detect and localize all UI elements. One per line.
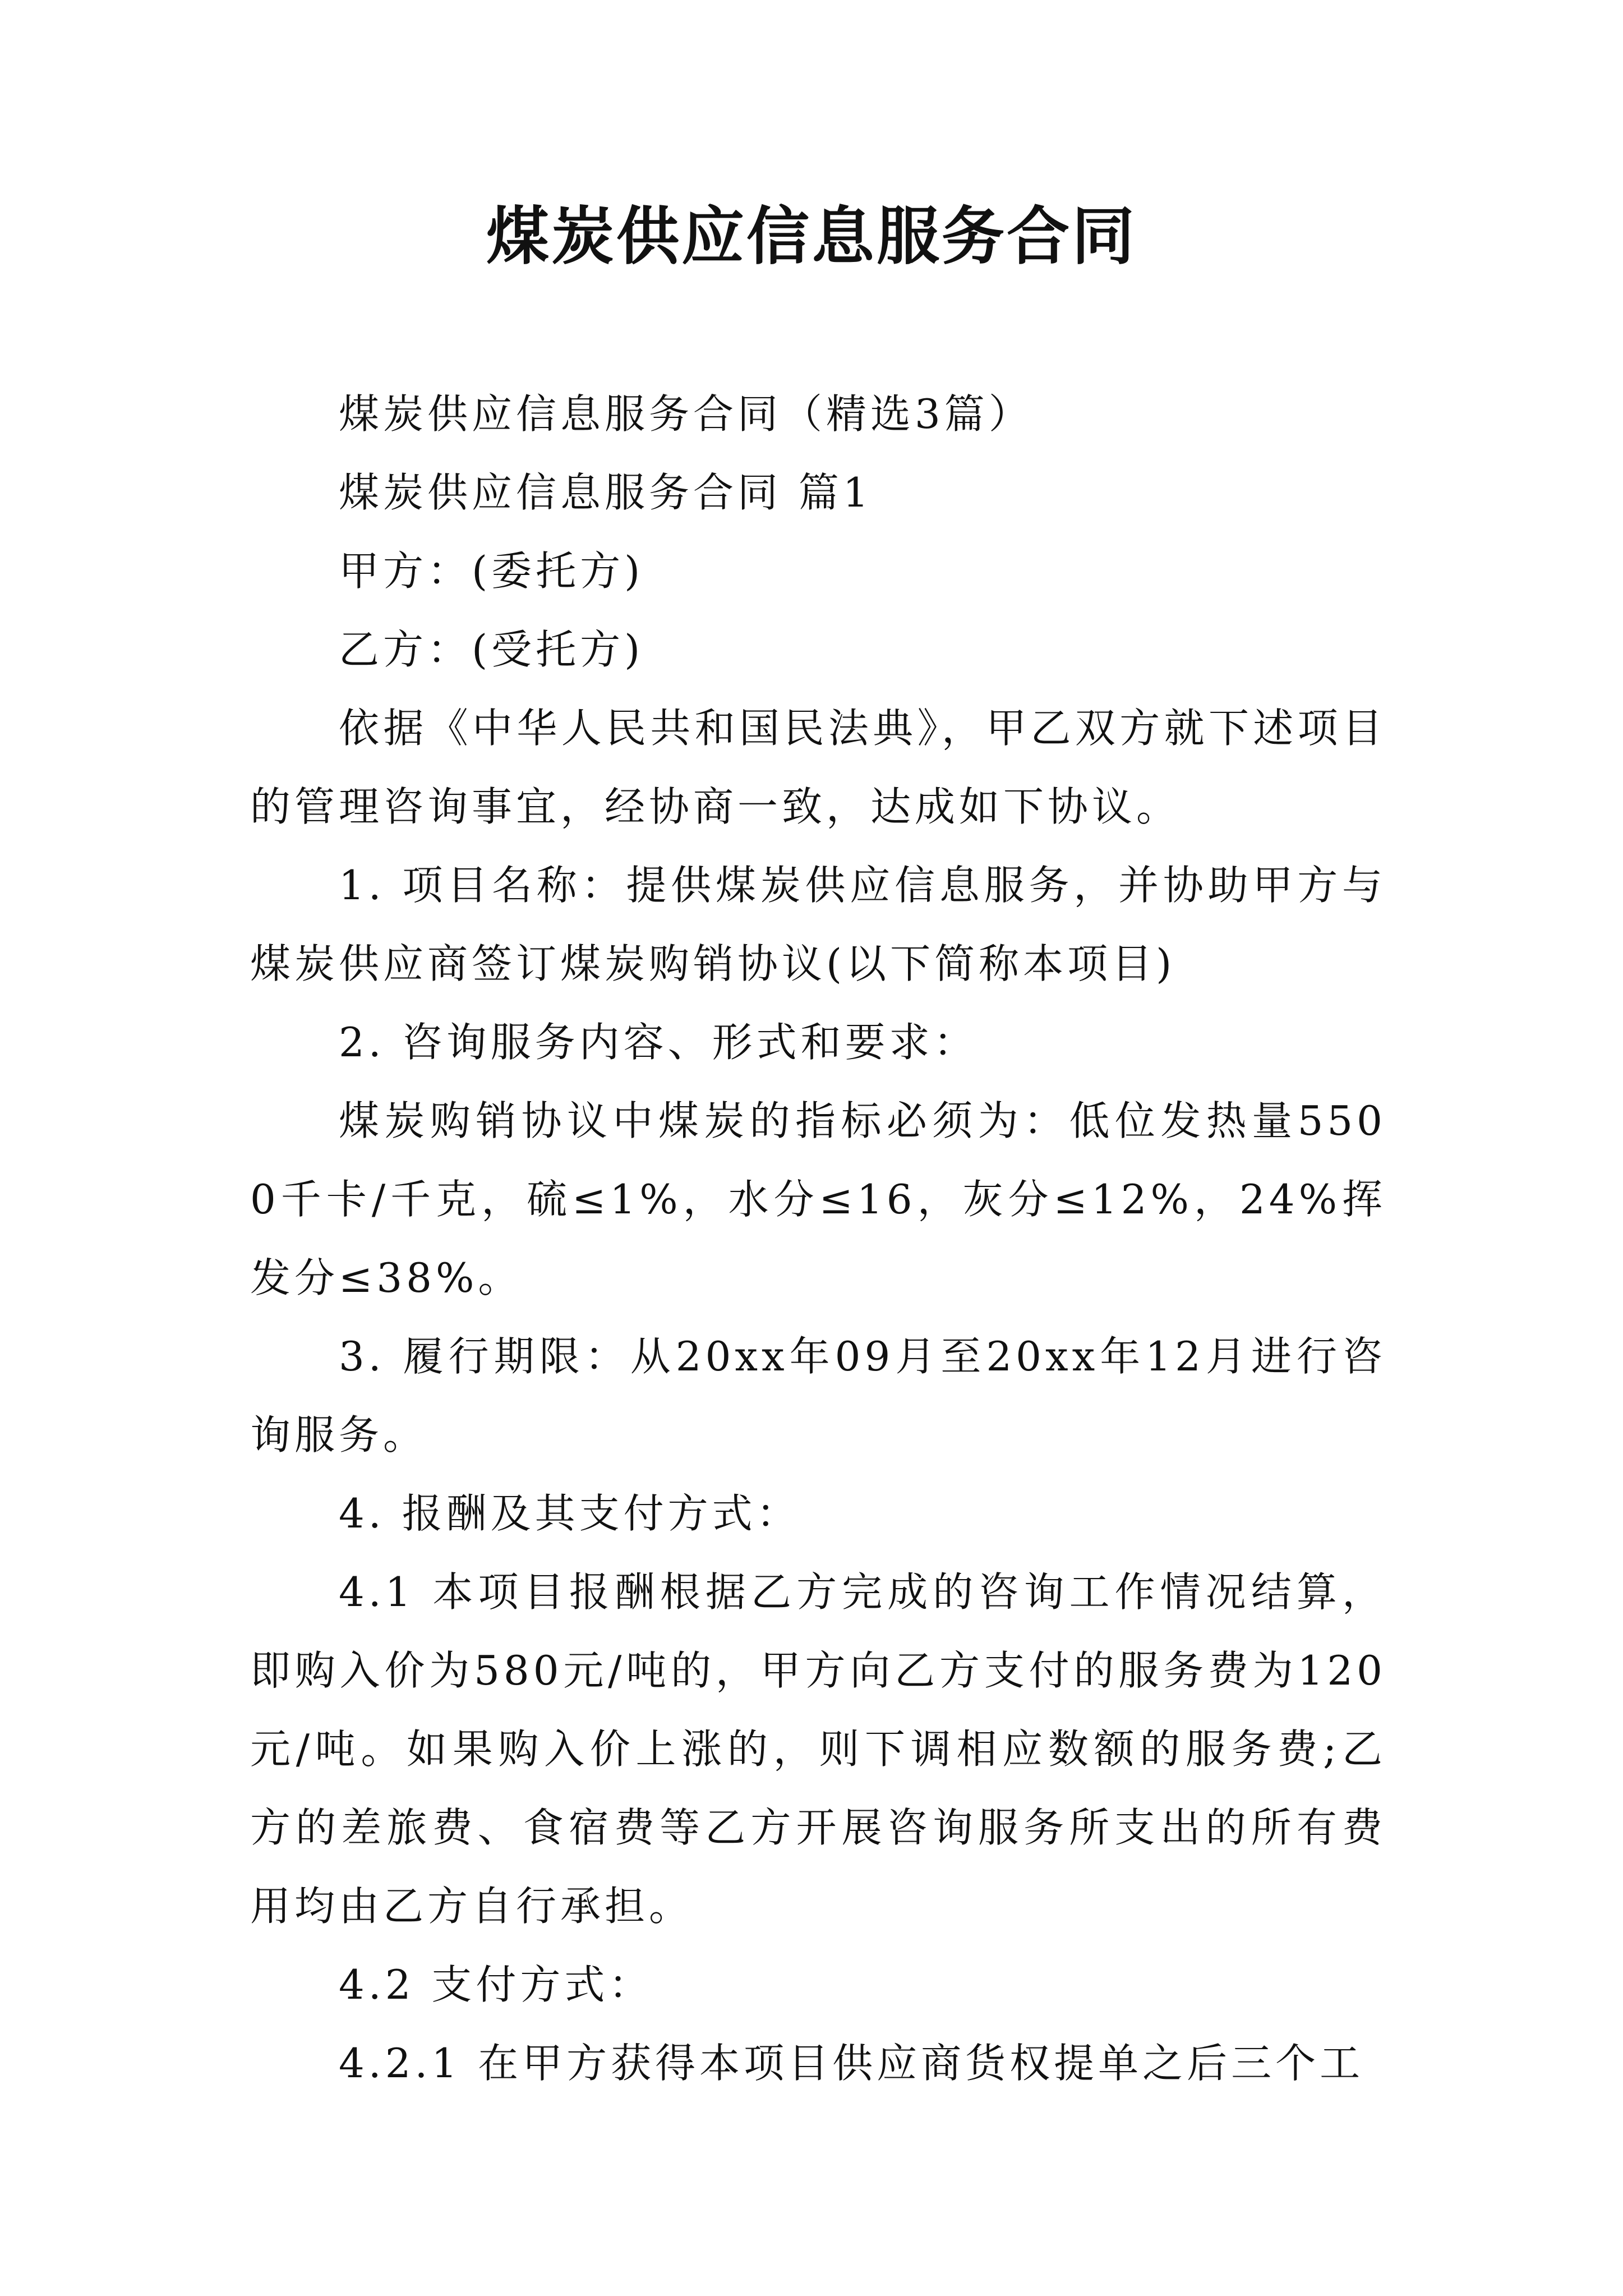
paragraph-clause-4-1: 4.1 本项目报酬根据乙方完成的咨询工作情况结算，即购入价为580元/吨的，甲方向乙方支付的服务费为120元/吨。如果购入价上涨的，则下调相应数额的服务费;乙方的差旅费、食宿费等乙方开展咨询服务所支出的所有费用均由乙方自行承担。 [250,1568,1386,1930]
paragraph-coal-specs: 煤炭购销协议中煤炭的指标必须为：低位发热量5500千卡/千克，硫≤1%，水分≤16，灰分≤12%，24%挥发分≤38%。 [250,1097,1386,1301]
paragraph-clause-4-2-1: 4.2.1 在甲方获得本项目供应商货权提单之后三个工 [339,2040,1364,2087]
paragraph-clause-4-2: 4.2 支付方式： [339,1961,653,2008]
paragraph-clause-1: 1. 项目名称：提供煤炭供应信息服务，并协助甲方与煤炭供应商签订煤炭购销协议(以下简称本项目) [250,862,1386,987]
paragraph-section-heading: 煤炭供应信息服务合同 篇1 [339,469,873,516]
document-title: 煤炭供应信息服务合同 [486,200,1137,273]
paragraph-clause-2: 2. 咨询服务内容、形式和要求： [339,1019,978,1066]
paragraph-preamble: 依据《中华人民共和国民法典》，甲乙双方就下述项目的管理咨询事宜，经协商一致，达成如下协议。 [250,705,1386,830]
paragraph-party-b: 乙方：(受托方) [339,626,644,673]
document-body [250,375,1386,2102]
paragraph-clause-4: 4. 报酬及其支付方式： [339,1490,801,1537]
paragraph-subtitle: 煤炭供应信息服务合同（精选3篇） [339,390,1033,438]
paragraph-clause-3: 3. 履行期限：从20xx年09月至20xx年12月进行咨询服务。 [250,1333,1386,1458]
paragraph-party-a: 甲方：(委托方) [339,547,644,595]
